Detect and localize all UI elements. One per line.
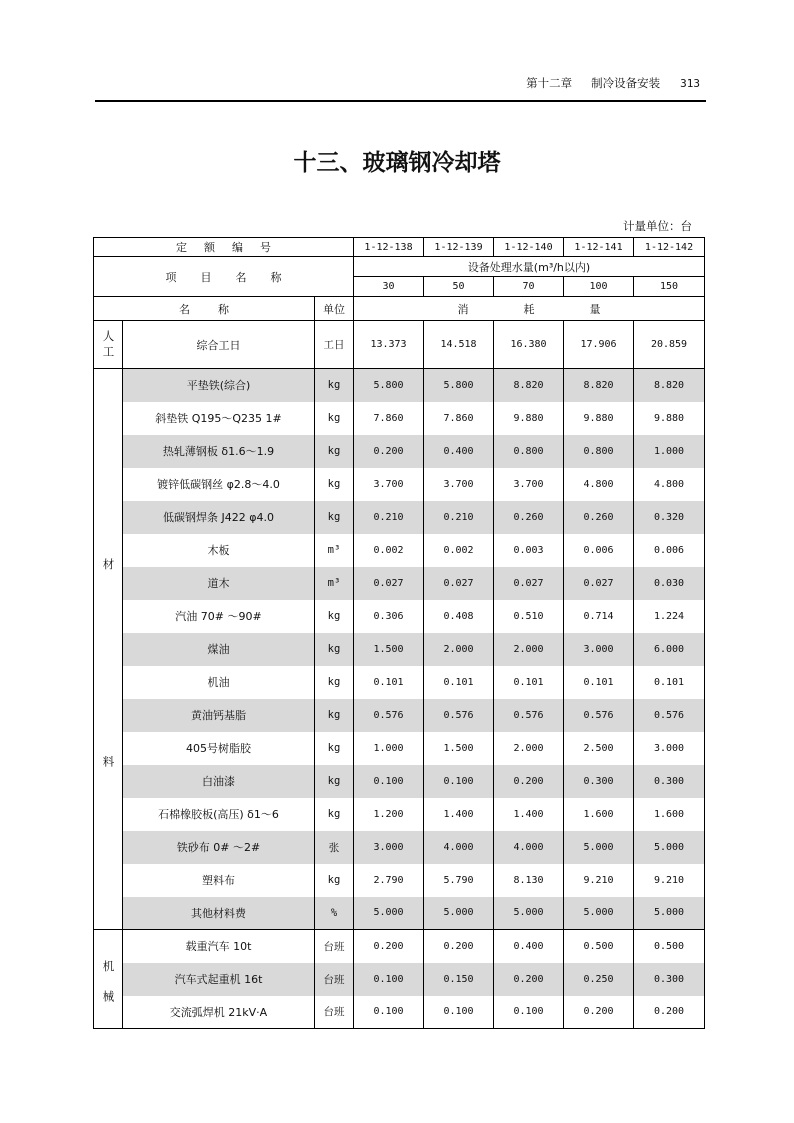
item-name: 汽车式起重机 16t (123, 963, 315, 996)
item-value: 0.510 (494, 600, 564, 633)
table-row (94, 864, 705, 897)
item-value: 0.006 (564, 534, 634, 567)
item-value: 8.820 (564, 369, 634, 402)
item-unit: 张 (315, 831, 354, 864)
item-value: 5.000 (564, 831, 634, 864)
item-value: 8.820 (634, 369, 705, 402)
category-label-labor: 人工 (101, 330, 116, 357)
item-value: 2.000 (494, 732, 564, 765)
item-value: 9.880 (634, 402, 705, 435)
item-name: 镀锌低碳钢丝 φ2.8～4.0 (123, 468, 315, 501)
capacity-label: 设备处理水量(m³/h以内) (354, 257, 705, 277)
capacity-value: 30 (354, 277, 424, 297)
item-unit: kg (315, 864, 354, 897)
item-name: 木板 (123, 534, 315, 567)
item-value: 9.210 (634, 864, 705, 897)
item-value: 0.400 (424, 435, 494, 468)
item-name: 载重汽车 10t (123, 930, 315, 963)
quota-code: 1-12-140 (494, 238, 564, 257)
item-name: 汽油 70# ～90# (123, 600, 315, 633)
item-unit: kg (315, 402, 354, 435)
item-value: 0.200 (564, 996, 634, 1029)
quota-label: 定额编号 (176, 241, 288, 254)
item-unit: kg (315, 468, 354, 501)
table-row (94, 435, 705, 468)
column-header-row (94, 297, 705, 321)
item-value: 5.000 (424, 897, 494, 930)
item-value: 0.260 (494, 501, 564, 534)
item-value: 2.000 (424, 633, 494, 666)
item-name: 斜垫铁 Q195～Q235 1# (123, 402, 315, 435)
item-value: 0.576 (354, 699, 424, 732)
item-value: 0.100 (494, 996, 564, 1029)
item-value: 5.000 (634, 831, 705, 864)
table-row (94, 321, 705, 369)
item-value: 5.000 (494, 897, 564, 930)
item-unit: 工日 (315, 321, 354, 369)
item-value: 0.200 (354, 435, 424, 468)
item-name: 平垫铁(综合) (123, 369, 315, 402)
item-value: 0.006 (634, 534, 705, 567)
table-row (94, 831, 705, 864)
item-value: 1.500 (424, 732, 494, 765)
section-label: 制冷设备安装 (591, 76, 661, 90)
item-unit: kg (315, 798, 354, 831)
item-value: 0.714 (564, 600, 634, 633)
item-value: 0.100 (424, 765, 494, 798)
table-row (94, 468, 705, 501)
table-row (94, 996, 705, 1029)
item-value: 5.000 (634, 897, 705, 930)
item-value: 1.200 (354, 798, 424, 831)
quota-code: 1-12-141 (564, 238, 634, 257)
item-value: 4.800 (634, 468, 705, 501)
item-name: 机油 (123, 666, 315, 699)
item-value: 9.880 (494, 402, 564, 435)
item-value: 2.000 (494, 633, 564, 666)
item-value: 0.576 (424, 699, 494, 732)
item-value: 0.200 (494, 963, 564, 996)
category-label-materials: 材料 (101, 557, 116, 767)
item-value: 0.408 (424, 600, 494, 633)
quota-code-row (94, 238, 705, 257)
item-value: 0.210 (424, 501, 494, 534)
item-name: 道木 (123, 567, 315, 600)
item-value: 0.500 (634, 930, 705, 963)
item-value: 7.860 (354, 402, 424, 435)
item-value: 2.500 (564, 732, 634, 765)
table-row (94, 732, 705, 765)
item-value: 1.500 (354, 633, 424, 666)
item-unit: kg (315, 732, 354, 765)
item-unit: m³ (315, 567, 354, 600)
item-value: 7.860 (424, 402, 494, 435)
item-value: 0.800 (564, 435, 634, 468)
item-value: 5.800 (354, 369, 424, 402)
item-value: 3.700 (354, 468, 424, 501)
item-value: 8.820 (494, 369, 564, 402)
table-row (94, 897, 705, 930)
table-row (94, 765, 705, 798)
item-value: 1.600 (634, 798, 705, 831)
item-value: 0.003 (494, 534, 564, 567)
item-value: 5.000 (564, 897, 634, 930)
name-header: 名称 (179, 302, 257, 316)
item-value: 9.880 (564, 402, 634, 435)
page-number: 313 (680, 77, 700, 90)
item-value: 0.100 (354, 765, 424, 798)
item-unit: 台班 (315, 963, 354, 996)
item-label-cell (94, 257, 354, 297)
item-value: 1.000 (354, 732, 424, 765)
item-value: 3.700 (494, 468, 564, 501)
item-value: 0.027 (424, 567, 494, 600)
item-value: 8.130 (494, 864, 564, 897)
item-value: 0.027 (494, 567, 564, 600)
item-value: 0.101 (354, 666, 424, 699)
item-value: 0.300 (634, 765, 705, 798)
item-value: 0.200 (424, 930, 494, 963)
item-value: 0.576 (564, 699, 634, 732)
item-value: 1.224 (634, 600, 705, 633)
item-name: 白油漆 (123, 765, 315, 798)
item-value: 1.400 (494, 798, 564, 831)
item-value: 5.000 (354, 897, 424, 930)
consumption-header-cell (354, 297, 705, 321)
page-title: 十三、玻璃钢冷却塔 (293, 150, 501, 176)
item-name: 低碳钢焊条 J422 φ4.0 (123, 501, 315, 534)
measurement-unit-note: 计量单位：台 (623, 219, 692, 233)
item-value: 3.000 (564, 633, 634, 666)
item-value: 4.800 (564, 468, 634, 501)
table-row (94, 963, 705, 996)
item-unit: 台班 (315, 930, 354, 963)
table-row (94, 567, 705, 600)
item-value: 2.790 (354, 864, 424, 897)
item-unit: % (315, 897, 354, 930)
table-row (94, 666, 705, 699)
unit-header: 单位 (315, 297, 354, 321)
item-value: 1.400 (424, 798, 494, 831)
item-value: 0.101 (634, 666, 705, 699)
item-label: 项目名称 (165, 270, 306, 284)
item-value: 0.150 (424, 963, 494, 996)
item-value: 3.700 (424, 468, 494, 501)
item-unit: kg (315, 501, 354, 534)
item-unit: kg (315, 699, 354, 732)
item-name: 其他材料费 (123, 897, 315, 930)
item-value: 4.000 (494, 831, 564, 864)
item-name: 405号树脂胶 (123, 732, 315, 765)
item-name: 交流弧焊机 21kV·A (123, 996, 315, 1029)
item-name: 黄油钙基脂 (123, 699, 315, 732)
item-unit: kg (315, 765, 354, 798)
item-value: 1.600 (564, 798, 634, 831)
item-value: 0.300 (564, 765, 634, 798)
table-row (94, 369, 705, 402)
item-value: 0.100 (354, 963, 424, 996)
item-unit: kg (315, 369, 354, 402)
capacity-header-row (94, 257, 705, 277)
item-value: 16.380 (494, 321, 564, 369)
item-unit: kg (315, 435, 354, 468)
table-row (94, 699, 705, 732)
item-value: 0.027 (354, 567, 424, 600)
item-value: 0.027 (564, 567, 634, 600)
item-value: 20.859 (634, 321, 705, 369)
item-unit: kg (315, 600, 354, 633)
table-row (94, 798, 705, 831)
item-value: 0.200 (494, 765, 564, 798)
item-unit: 台班 (315, 996, 354, 1029)
table-row (94, 402, 705, 435)
item-name: 塑料布 (123, 864, 315, 897)
table-row (94, 633, 705, 666)
item-value: 0.500 (564, 930, 634, 963)
quota-code: 1-12-142 (634, 238, 705, 257)
item-value: 1.000 (634, 435, 705, 468)
header-rule (95, 100, 706, 102)
running-head (526, 76, 700, 91)
item-value: 0.576 (634, 699, 705, 732)
item-value: 0.030 (634, 567, 705, 600)
item-name: 综合工日 (123, 321, 315, 369)
item-value: 0.260 (564, 501, 634, 534)
item-value: 0.210 (354, 501, 424, 534)
item-value: 17.906 (564, 321, 634, 369)
item-value: 0.200 (634, 996, 705, 1029)
item-value: 0.320 (634, 501, 705, 534)
item-value: 0.002 (354, 534, 424, 567)
item-value: 0.250 (564, 963, 634, 996)
capacity-value: 70 (494, 277, 564, 297)
item-value: 0.576 (494, 699, 564, 732)
item-name: 热轧薄钢板 δ1.6～1.9 (123, 435, 315, 468)
table-row (94, 600, 705, 633)
item-value: 6.000 (634, 633, 705, 666)
capacity-value: 150 (634, 277, 705, 297)
item-value: 0.002 (424, 534, 494, 567)
item-value: 0.101 (424, 666, 494, 699)
item-value: 0.400 (494, 930, 564, 963)
item-value: 5.790 (424, 864, 494, 897)
table-row (94, 930, 705, 963)
category-cell-labor (94, 321, 123, 369)
item-value: 0.100 (354, 996, 424, 1029)
capacity-value: 50 (424, 277, 494, 297)
item-name: 煤油 (123, 633, 315, 666)
item-unit: m³ (315, 534, 354, 567)
item-name: 石棉橡胶板(高压) δ1～6 (123, 798, 315, 831)
item-value: 9.210 (564, 864, 634, 897)
item-value: 4.000 (424, 831, 494, 864)
item-value: 3.000 (634, 732, 705, 765)
item-value: 0.300 (634, 963, 705, 996)
item-value: 0.200 (354, 930, 424, 963)
item-value: 13.373 (354, 321, 424, 369)
category-cell-machinery (94, 930, 123, 1029)
category-cell-materials (94, 369, 123, 930)
item-value: 0.101 (564, 666, 634, 699)
item-name: 铁砂布 0# ～2# (123, 831, 315, 864)
name-header-cell (94, 297, 315, 321)
item-value: 14.518 (424, 321, 494, 369)
item-value: 0.101 (494, 666, 564, 699)
table-row (94, 534, 705, 567)
item-value: 0.100 (424, 996, 494, 1029)
item-value: 0.800 (494, 435, 564, 468)
quota-code: 1-12-138 (354, 238, 424, 257)
item-unit: kg (315, 633, 354, 666)
quota-code: 1-12-139 (424, 238, 494, 257)
chapter-label: 第十二章 (526, 76, 573, 90)
consumption-header: 消耗量 (457, 302, 656, 316)
table-row (94, 501, 705, 534)
quota-table (93, 237, 705, 1029)
item-value: 0.306 (354, 600, 424, 633)
item-unit: kg (315, 666, 354, 699)
capacity-value: 100 (564, 277, 634, 297)
item-value: 5.800 (424, 369, 494, 402)
category-label-machinery: 机械 (101, 960, 116, 1002)
item-value: 3.000 (354, 831, 424, 864)
quota-label-cell (94, 238, 354, 257)
